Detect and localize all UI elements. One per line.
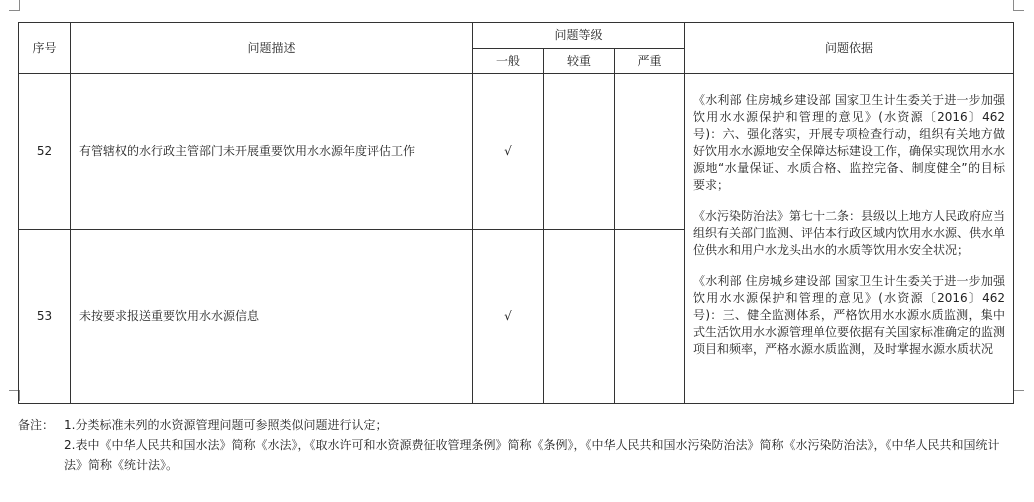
row-description: 有管辖权的水行政主管部门未开展重要饮用水水源年度评估工作: [71, 74, 473, 230]
row-description: 未按要求报送重要饮用水水源信息: [71, 230, 473, 404]
basis-paragraph: 《水利部 住房城乡建设部 国家卫生计生委关于进一步加强饮用水水源保护和管理的意见》(水资源〔2016〕462号)：三、健全监测体系，严格饮用水水源水质监测，集中式生活饮用水水源管理单位要依据有关国家标准确定的监测项目和频率，严格水源水质监测，及时掌握水源水质状况: [693, 274, 1006, 356]
row-level-severe-mark: [615, 74, 685, 230]
notes-label: 备注：: [18, 418, 55, 432]
page-corner-mark: [1013, 0, 1024, 11]
header-description: 问题描述: [71, 23, 473, 74]
notes-section: [18, 415, 1013, 475]
issue-table: [18, 22, 1014, 404]
row-level-serious-mark: [544, 230, 615, 404]
table-row: [19, 74, 1014, 230]
header-seq: 序号: [19, 23, 71, 74]
header-level-severe: 严重: [615, 49, 685, 74]
header-level-serious: 较重: [544, 49, 615, 74]
note-item: 2.表中《中华人民共和国水法》简称《水法》，《取水许可和水资源费征收管理条例》简称《条例》，《中华人民共和国水污染防治法》简称《水污染防治法》，《中华人民共和国统计法》简称《统计法》。: [64, 438, 1000, 472]
row-seq: 52: [19, 74, 71, 230]
row-level-severe-mark: [615, 230, 685, 404]
note-item: 1.分类标准未列的水资源管理问题可参照类似问题进行认定；: [64, 418, 388, 432]
row-level-general-mark: √: [473, 74, 544, 230]
page-corner-mark: [1013, 390, 1024, 401]
row-seq: 53: [19, 230, 71, 404]
basis-cell: [685, 74, 1014, 404]
basis-paragraph: 《水污染防治法》第七十二条：县级以上地方人民政府应当组织有关部门监测、评估本行政区域内饮用水水源、供水单位供水和用户水龙头出水的水质等饮用水安全状况；: [693, 209, 1006, 257]
header-basis: 问题依据: [685, 23, 1014, 74]
page-corner-mark: [9, 0, 20, 11]
basis-paragraph: 《水利部 住房城乡建设部 国家卫生计生委关于进一步加强饮用水水源保护和管理的意见》(水资源〔2016〕462号)：六、强化落实，开展专项检查行动，组织有关地方做好饮用水水源地安全保障达标建设工作，确保实现饮用水水源地“水量保证、水质合格、监控完备、制度健全”的目标要求；: [693, 93, 1006, 192]
row-level-serious-mark: [544, 74, 615, 230]
row-level-general-mark: √: [473, 230, 544, 404]
header-level-group: 问题等级: [473, 23, 685, 49]
header-level-general: 一般: [473, 49, 544, 74]
